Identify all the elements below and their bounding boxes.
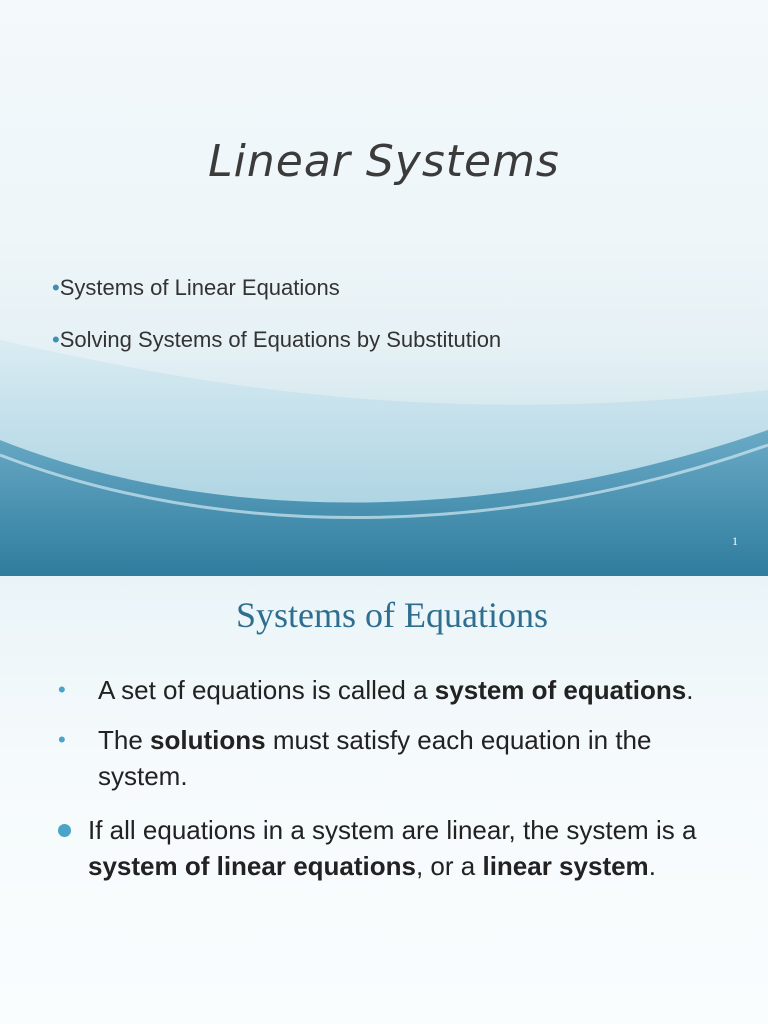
slide-2-bullet-list	[58, 672, 738, 898]
bullet-circle-icon	[58, 824, 71, 837]
bullet-dot: •	[58, 677, 66, 702]
bullet-text: must satisfy each equation in the system.	[98, 725, 652, 791]
bullet-text: A set of equations is called a	[98, 675, 435, 705]
bullet-text: , or a	[415, 851, 483, 881]
bold-term: system of equations	[434, 675, 687, 705]
bullet-text: .	[686, 675, 694, 705]
bullet-dot: •	[52, 275, 60, 300]
slide-number: 1	[732, 534, 738, 548]
bullet-text: Systems of Linear Equations	[59, 275, 340, 300]
bold-term: system of linear equations	[88, 851, 416, 881]
bullet-text: The	[98, 725, 151, 755]
slide-1-bullet-list	[52, 274, 501, 378]
bullet-text: Solving Systems of Equations by Substitution	[59, 327, 502, 352]
bullet-dot: •	[58, 727, 66, 752]
bullet-text: .	[648, 851, 656, 881]
bullet-dot: •	[52, 327, 60, 352]
slide-1-title: Linear Systems	[208, 136, 560, 187]
slide-2-title: Systems of Equations	[236, 595, 548, 635]
bold-term: solutions	[150, 725, 266, 755]
bullet-item	[52, 274, 501, 326]
bold-term: linear system	[482, 851, 649, 881]
bullet-item	[58, 672, 738, 708]
bullet-text: If all equations in a system are linear, the system is a	[88, 815, 697, 845]
bullet-item	[58, 722, 738, 794]
bullet-item	[52, 326, 501, 378]
bullet-item	[58, 812, 738, 884]
slide-2	[0, 576, 768, 1024]
